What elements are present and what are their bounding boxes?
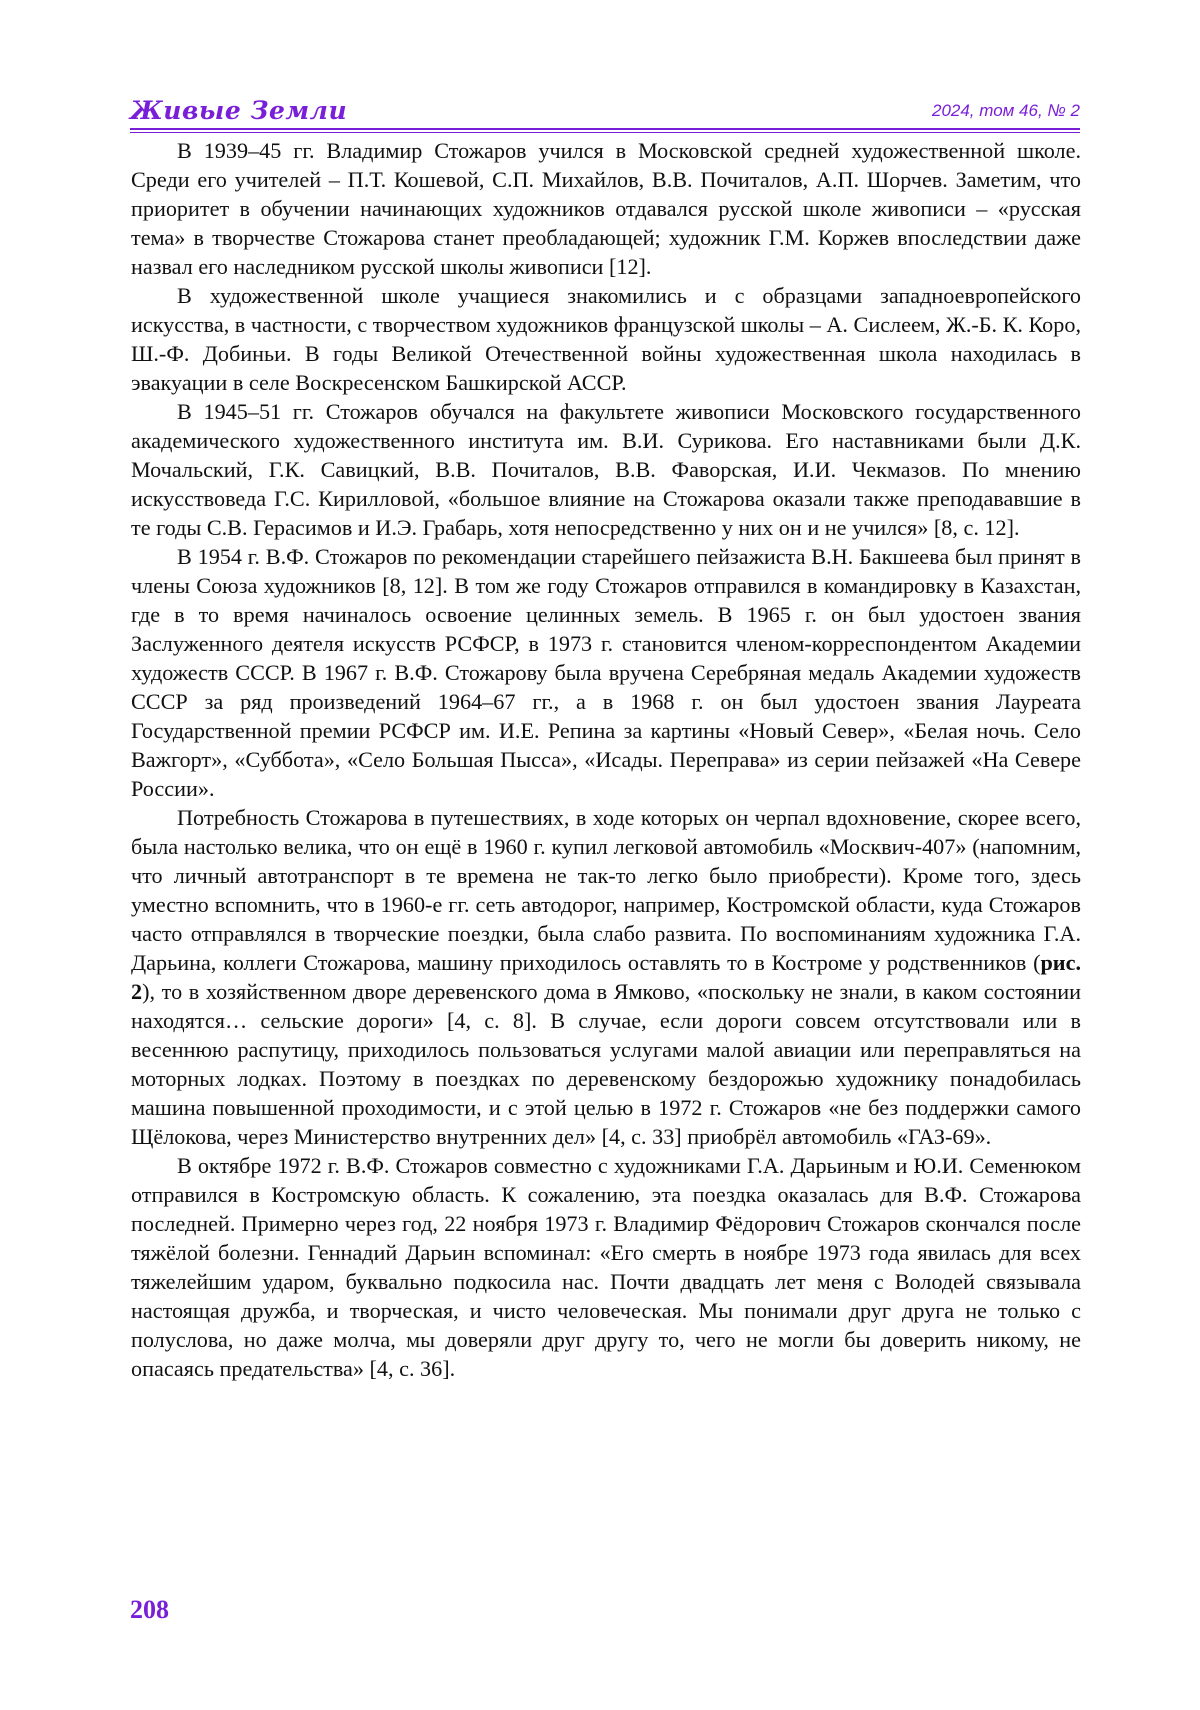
paragraph-3: В 1945–51 гг. Стожаров обучался на факультете живописи Московского государственного академического художественного института им. В.И. Сурикова. Его наставниками были Д.К. Мочальский, Г.К. Савицкий, В.В. Почиталов, В.В. Фаворская, И.И. Чекмазов. По мнению искусствоведа Г.С. Кирилловой, «большое влияние на Стожарова оказали также преподававшие в те годы С.В. Герасимов и И.Э. Грабарь, хотя непосредственно у них он и не учился» [8, с. 12]. [131, 399, 1081, 540]
paragraph-5 [131, 803, 1081, 1151]
figure-reference: рис. 2 [131, 950, 1081, 1004]
header-rule [130, 128, 1080, 130]
article-body [131, 136, 1081, 1383]
paragraph-5-text-b: ), то в хозяйственном дворе деревенского дома в Ямково, «поскольку не знали, в каком состоянии находятся… сельские дороги» [4, с. 8]. В случае, если дороги совсем отсутствовали или в весеннюю распутицу, приходилось пользоваться услугами малой авиации или переправляться на моторных лодках. Поэтому в поездках по деревенскому бездорожью художнику понадобилась машина повышенной проходимости, и с этой целью в 1972 г. Стожаров «не без поддержки самого Щёлокова, через Министерство внутренних дел» [4, с. 33] приобрёл автомобиль «ГАЗ-69». [131, 979, 1081, 1149]
paragraph-1: В 1939–45 гг. Владимир Стожаров учился в Московской средней художественной школе. Среди его учителей – П.Т. Кошевой, С.П. Михайлов, В.В. Почиталов, А.П. Шорчев. Заметим, что приоритет в обучении начинающих художников отдавался русской школе живописи – «русская тема» в творчестве Стожарова станет преобладающей; художник Г.М. Коржев впоследствии даже назвал его наследником русской школы живописи [12]. [131, 138, 1081, 279]
header-rule-thin [130, 132, 1080, 133]
page-header [130, 96, 1080, 126]
paragraph-4: В 1954 г. В.Ф. Стожаров по рекомендации старейшего пейзажиста В.Н. Бакшеева был принят в члены Союза художников [8, 12]. В том же году Стожаров отправился в командировку в Казахстан, где в то время начиналось освоение целинных земель. В 1965 г. он был удостоен звания Заслуженного деятеля искусств РСФСР, в 1973 г. становится членом-корреспондентом Академии художеств СССР. В 1967 г. В.Ф. Стожарову была вручена Серебряная медаль Академии художеств СССР за ряд произведений 1964–67 гг., а в 1968 г. он был удостоен звания Лауреата Государственной премии РСФСР им. И.Е. Репина за картины «Новый Север», «Белая ночь. Село Важгорт», «Суббота», «Село Большая Пысса», «Исады. Переправа» из серии пейзажей «На Севере России». [131, 544, 1081, 801]
paragraph-6: В октябре 1972 г. В.Ф. Стожаров совместно с художниками Г.А. Дарьиным и Ю.И. Семенюком отправился в Костромскую область. К сожалению, эта поездка оказалась для В.Ф. Стожарова последней. Примерно через год, 22 ноября 1973 г. Владимир Фёдорович Стожаров скончался после тяжёлой болезни. Геннадий Дарьин вспоминал: «Его смерть в ноябре 1973 года явилась для всех тяжелейшим ударом, буквально подкосила нас. Почти двадцать лет меня с Володей связывала настоящая дружба, и творческая, и чисто человеческая. Мы понимали друг друга не только с полуслова, но даже молча, мы доверяли друг другу то, чего не могли бы доверить никому, не опасаясь предательства» [4, с. 36]. [131, 1153, 1081, 1381]
issue-info: 2024, том 46, № 2 [931, 101, 1080, 120]
paragraph-2: В художественной школе учащиеся знакомились и с образцами западноевропейского искусства, в частности, с творчеством художников французской школы – А. Сислеем, Ж.-Б. К. Коро, Ш.-Ф. Добиньи. В годы Великой Отечественной войны художественная школа находилась в эвакуации в селе Воскресенском Башкирской АССР. [131, 283, 1082, 395]
paragraph-5-text-a: Потребность Стожарова в путешествиях, в ходе которых он черпал вдохновение, скорее всего, была настолько велика, что он ещё в 1960 г. купил легковой автомобиль «Москвич-407» (напомним, что личный автотранспорт в те времена не так-то легко было приобрести). Кроме того, здесь уместно вспомнить, что в 1960-е гг. сеть автодорог, например, Костромской области, куда Стожаров часто отправлялся в творческие поездки, была слабо развита. По воспоминаниям художника Г.А. Дарьина, коллеги Стожарова, машину приходилось оставлять то в Костроме у родственников ( [131, 805, 1081, 975]
page-number: 208 [130, 1595, 169, 1624]
journal-title: Живые Земли [130, 96, 348, 125]
